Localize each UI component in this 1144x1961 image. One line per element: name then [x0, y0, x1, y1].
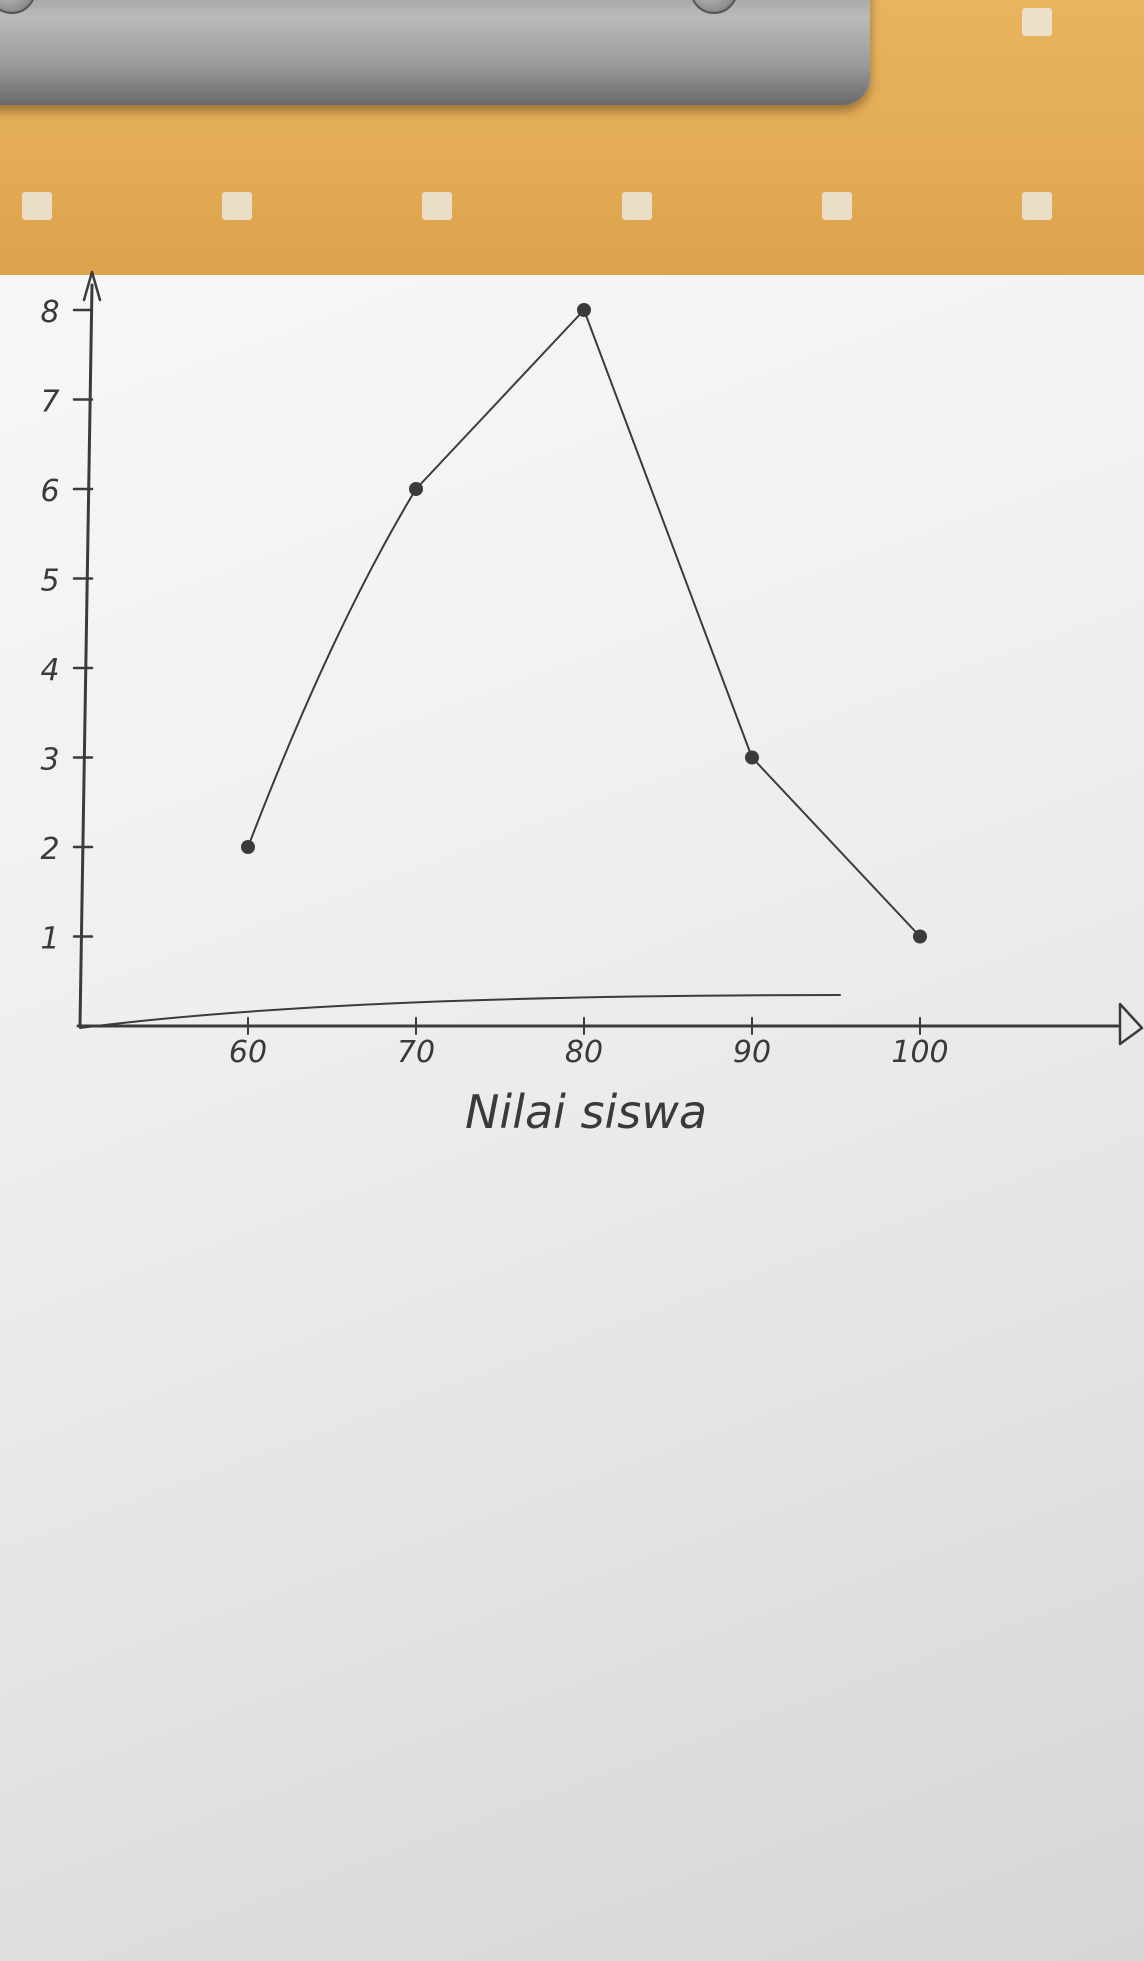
y-tick-label: 6: [40, 474, 60, 509]
y-tick-label: 8: [40, 295, 60, 330]
x-tick-label: 100: [891, 1035, 949, 1070]
series-line: [248, 310, 920, 937]
x-axis-arrow: [1120, 1004, 1142, 1044]
x-tick-label: 80: [564, 1035, 604, 1070]
y-tick-label: 3: [40, 742, 60, 778]
x-axis-sketch-line: [80, 995, 840, 1028]
y-tick-label: 4: [40, 653, 60, 688]
y-tick-label: 7: [40, 384, 60, 420]
x-axis-label: Nilai siswa: [465, 1085, 708, 1139]
data-point: [913, 930, 927, 944]
x-tick-label: 90: [732, 1035, 772, 1070]
y-tick-label: 5: [40, 563, 60, 599]
data-point: [241, 840, 255, 854]
y-axis: [80, 285, 92, 1025]
data-point: [745, 751, 759, 765]
data-point: [409, 482, 423, 496]
y-tick-label: 1: [40, 921, 60, 957]
data-point: [577, 303, 591, 317]
y-tick-label: 2: [40, 832, 60, 867]
x-tick-label: 60: [228, 1035, 268, 1070]
x-tick-label: 70: [396, 1035, 436, 1070]
